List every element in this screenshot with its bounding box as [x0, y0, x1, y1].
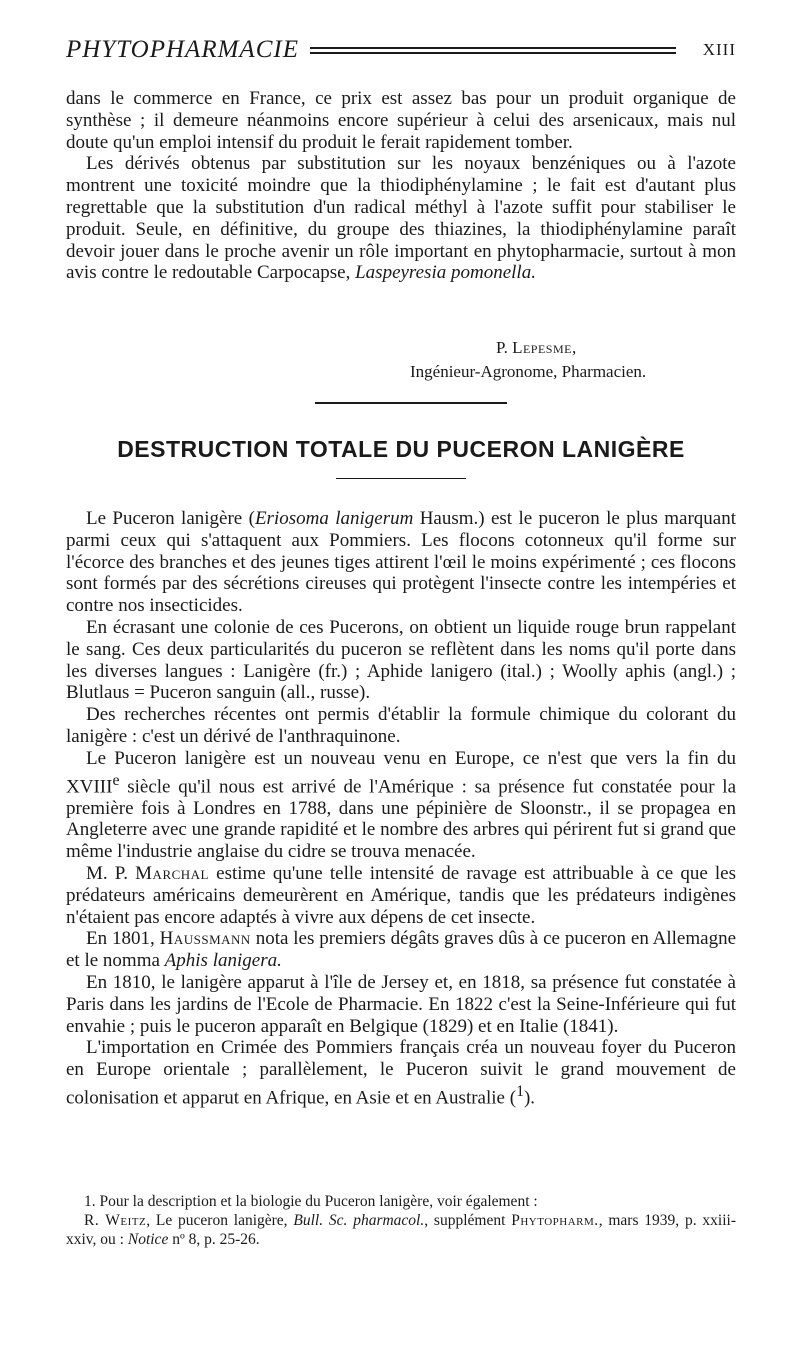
running-title: PHYTOPHARMACIE: [66, 36, 299, 63]
species-name: Laspeyresia pomonella.: [355, 262, 536, 284]
author-reference: Marchal: [135, 863, 209, 885]
author-reference: Haussmann: [159, 928, 251, 950]
species-name: Eriosoma lanigerum: [254, 508, 414, 529]
author-title: Ingénieur-Agronome, Pharmacien.: [410, 362, 647, 381]
footnote: 1. Pour la description et la biologie du Puceron lanigère, voir également :: [84, 1193, 538, 1210]
footnotes: [66, 1192, 736, 1249]
article-body: [66, 508, 736, 1109]
title-underline: [336, 478, 466, 479]
continued-text: [66, 88, 736, 284]
paragraph: L'importation en Crimée des Pommiers français créa un nouveau foyer du Puceron en Europe orientale ; parallèlement, le Puceron suivit le grand mouvement de colonisation et apparut en Afrique, en Asie et en Australie ($^1$).: [66, 1037, 736, 1109]
author-name: P. Lepesme,: [496, 338, 577, 357]
paragraph: En 1801, Haussmann nota les premiers dégâts graves dûs à ce puceron en Allemagne et le nomma Aphis lanigera.: [66, 928, 737, 972]
section-divider: [315, 402, 507, 404]
paragraph: Le Puceron lanigère (Eriosoma lanigerum Hausm.) est le puceron le plus marquant parmi ceux qui s'attaquent aux Pommiers. Les flocons cotonneux qu'il forme sur l'écorce des branches et des jeunes tiges attirent l'œil le moins expérimenté ; ces flocons sont formés par des sécrétions cireuses qui protègent l'insecte contre les intempéries et contre nos insecticides.: [66, 508, 736, 617]
page-number: XIII: [702, 40, 736, 59]
paragraph: En écrasant une colonie de ces Pucerons, on obtient un liquide rouge brun rappelant le sang. Ces deux particularités du puceron se reflètent dans les noms qu'il porte dans les diverses langues : Lanigère (fr.) ; Aphide lanigero (ital.) ; Woolly aphis (angl.) ; Blutlaus = Puceron sanguin (all., russe).: [66, 616, 736, 704]
footnote-reference: R. Weitz, Le puceron lanigère, Bull. Sc. pharmacol., supplément Phytopharm., mars 1939, p. xxiii-xxiv, ou : Notice nº 8, p. 25-26.: [66, 1212, 737, 1248]
page-header: [66, 36, 736, 76]
article-title: DESTRUCTION TOTALE DU PUCERON LANIGÈRE: [117, 436, 685, 462]
species-name: Aphis lanigera.: [164, 950, 282, 972]
footnote-marker: 1: [516, 1083, 524, 1101]
paragraph: dans le commerce en France, ce prix est assez bas pour un produit organique de synthèse ; il demeure néanmoins encore supérieur à celui des arsenicaux, mais nul doute qu'un emploi intensif du produit le ferait rapidement tomber.: [66, 88, 736, 153]
paragraph: Le Puceron lanigère est un nouveau venu en Europe, ce n'est que vers la fin du XVIIIe siècle qu'il nous est arrivé de l'Amérique : sa présence fut constatée pour la première fois à Londres en 1788, dans une pépinière de Sloonstr., il se propagea en Angleterre avec une grande rapidité et le nombre des arbres qui périrent fut si grand que même l'industrie anglaise du cidre se trouva menacée.: [66, 747, 736, 863]
paragraph: M. P. Marchal estime qu'une telle intensité de ravage est attribuable à ce que les prédateurs américains demeurèrent en Amérique, tandis que les prédateurs indigènes n'étaient pas encore adaptés à vivre aux dépens de cet insecte.: [66, 863, 737, 928]
paragraph: Des recherches récentes ont permis d'établir la formule chimique du colorant du lanigère : c'est un dérivé de l'anthraquinone.: [66, 704, 736, 747]
paragraph: En 1810, le lanigère apparut à l'île de Jersey et, en 1818, sa présence fut constatée à Paris dans les jardins de l'Ecole de Pharmacie. En 1822 c'est la Seine-Inférieure qui fut envahie ; puis le puceron apparaît en Belgique (1829) et en Italie (1841).: [66, 972, 736, 1037]
paragraph: Les dérivés obtenus par substitution sur les noyaux benzéniques ou à l'azote montrent une toxicité moindre que la thiodiphénylamine ; le fait est d'autant plus regrettable que la substitution d'un radical méthyl à l'azote suffit pour stabiliser le produit. Seule, en définitive, du groupe des thiazines, la thiodiphénylamine paraît devoir jouer dans le proche avenir un rôle important en phytopharmacie, surtout à mon avis contre le redoutable Carpocapse, Laspeyresia pomonella.: [66, 153, 736, 284]
header-rule: [310, 47, 676, 57]
